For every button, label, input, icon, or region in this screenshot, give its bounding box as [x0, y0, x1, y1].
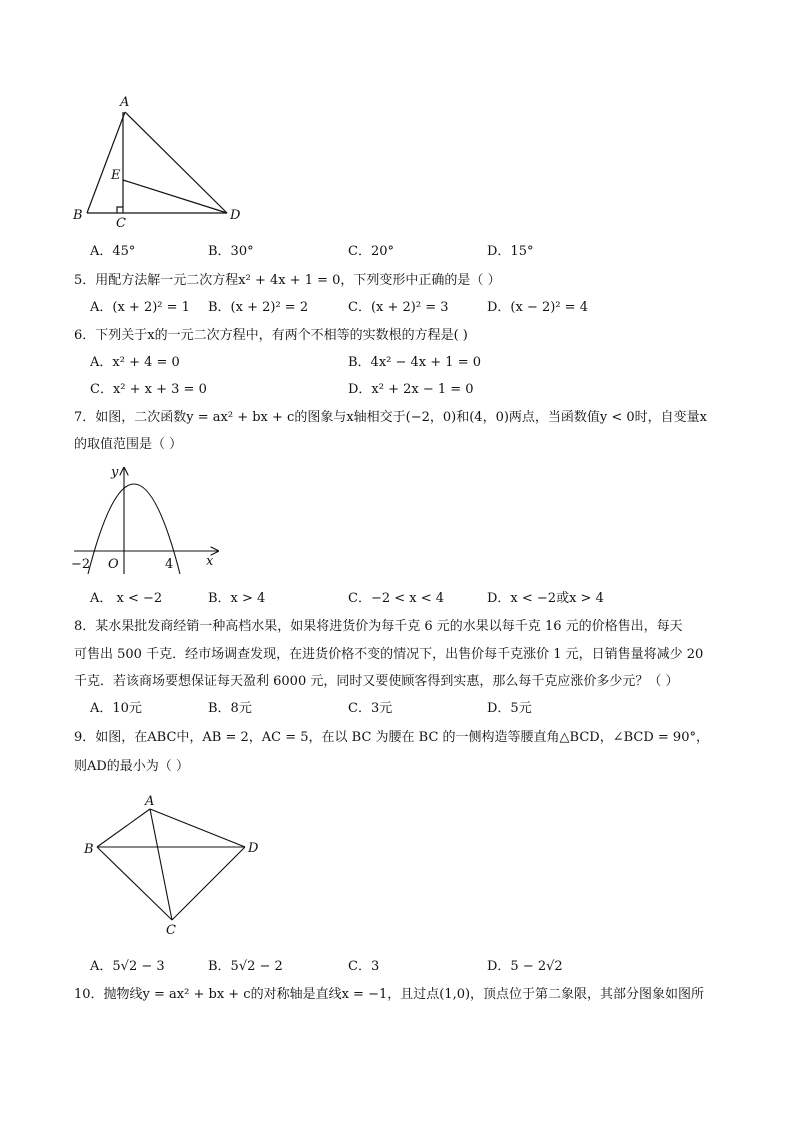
q8-stem-line2: 可售出 500 千克．经市场调查发现，在进货价格不变的情况下，出售价每千克涨价 1 元，日销售量将减少 20: [74, 647, 704, 662]
label-A: A: [145, 794, 155, 809]
q9-option-d[interactable]: D．5 − 2√2: [487, 959, 563, 974]
q4-option-d[interactable]: D．15°: [487, 244, 534, 259]
q5-option-c[interactable]: C．(x + 2)² = 3: [348, 300, 449, 315]
q8-option-d[interactable]: D．5元: [487, 701, 532, 716]
q9-stem-line2: 则AD的最小为（ ）: [74, 759, 189, 774]
segment-DC: [172, 847, 245, 920]
label-4: 4: [165, 557, 174, 572]
segment-AC: [150, 809, 172, 920]
q9-option-c[interactable]: C．3: [348, 959, 380, 974]
q4-triangle-figure: [70, 92, 250, 232]
label-x: x: [206, 554, 214, 569]
q6-option-b[interactable]: B．4x² − 4x + 1 = 0: [348, 355, 481, 370]
q7-option-a[interactable]: A． x < −2: [90, 591, 163, 606]
q9-stem-line1: 9．如图，在ABC中，AB = 2，AC = 5，在以 BC 为腰在 BC 的一侧构造等腰直角△BCD，∠BCD = 90°，: [74, 730, 709, 745]
q5-option-b[interactable]: B．(x + 2)² = 2: [208, 300, 309, 315]
q9-option-a[interactable]: A．5√2 − 3: [90, 959, 165, 974]
q6-stem: 6．下列关于x的一元二次方程中，有两个不相等的实数根的方程是( ): [74, 328, 468, 343]
q9-quadrilateral-figure: [80, 792, 270, 942]
label-A: A: [120, 95, 130, 110]
segment-AB: [97, 809, 150, 847]
label-origin: O: [108, 557, 119, 572]
label-E: E: [111, 168, 121, 183]
segment-AD: [125, 112, 227, 213]
q8-option-b[interactable]: B．8元: [208, 701, 252, 716]
q8-option-c[interactable]: C．3元: [348, 701, 393, 716]
segment-BC: [97, 847, 172, 920]
label-D: D: [230, 208, 241, 223]
q10-stem: 10．抛物线y = ax² + bx + c的对称轴是直线x = −1，且过点(1,0)，顶点位于第二象限，其部分图象如图所: [74, 987, 705, 1002]
q8-option-a[interactable]: A．10元: [90, 701, 142, 716]
q5-option-d[interactable]: D．(x − 2)² = 4: [487, 300, 588, 315]
label-C: C: [116, 216, 126, 231]
segment-ED: [123, 180, 227, 213]
q8-stem-line1: 8．某水果批发商经销一种高档水果，如果将进货价为每千克 6 元的水果以每千克 16 元的价格售出，每天: [74, 619, 683, 634]
q8-stem-line3: 千克．若该商场要想保证每天盈利 6000 元，同时又要使顾客得到实惠，那么每千克应涨价多少元？（ ）: [74, 674, 679, 689]
q7-stem-line1: 7．如图，二次函数y = ax² + bx + c的图象与x轴相交于(−2，0)和(4，0)两点，当函数值y < 0时，自变量x: [74, 410, 708, 425]
label-B: B: [84, 842, 94, 857]
q6-option-a[interactable]: A．x² + 4 = 0: [90, 355, 180, 370]
segment-AD: [150, 809, 245, 847]
q7-option-b[interactable]: B．x > 4: [208, 591, 266, 606]
label-D: D: [248, 841, 259, 856]
segment-AB: [87, 112, 125, 213]
q5-stem: 5．用配方法解一元二次方程x² + 4x + 1 = 0，下列变形中正确的是（ ）: [74, 273, 501, 288]
label-neg2: −2: [71, 557, 91, 572]
q7-option-d[interactable]: D．x < −2或x > 4: [487, 591, 604, 606]
q4-option-c[interactable]: C．20°: [348, 244, 394, 259]
q4-option-a[interactable]: A．45°: [90, 244, 136, 259]
q5-option-a[interactable]: A．(x + 2)² = 1: [90, 300, 190, 315]
right-angle-mark: [117, 207, 123, 213]
label-y: y: [111, 465, 119, 480]
q6-option-c[interactable]: C．x² + x + 3 = 0: [90, 382, 207, 397]
label-B: B: [73, 208, 83, 223]
label-C: C: [166, 923, 176, 938]
q4-option-b[interactable]: B．30°: [208, 244, 254, 259]
q6-option-d[interactable]: D．x² + 2x − 1 = 0: [348, 382, 474, 397]
q7-option-c[interactable]: C．−2 < x < 4: [348, 591, 445, 606]
q7-parabola-figure: [68, 462, 228, 580]
q9-option-b[interactable]: B．5√2 − 2: [208, 959, 283, 974]
q7-stem-line2: 的取值范围是（ ）: [74, 437, 183, 452]
